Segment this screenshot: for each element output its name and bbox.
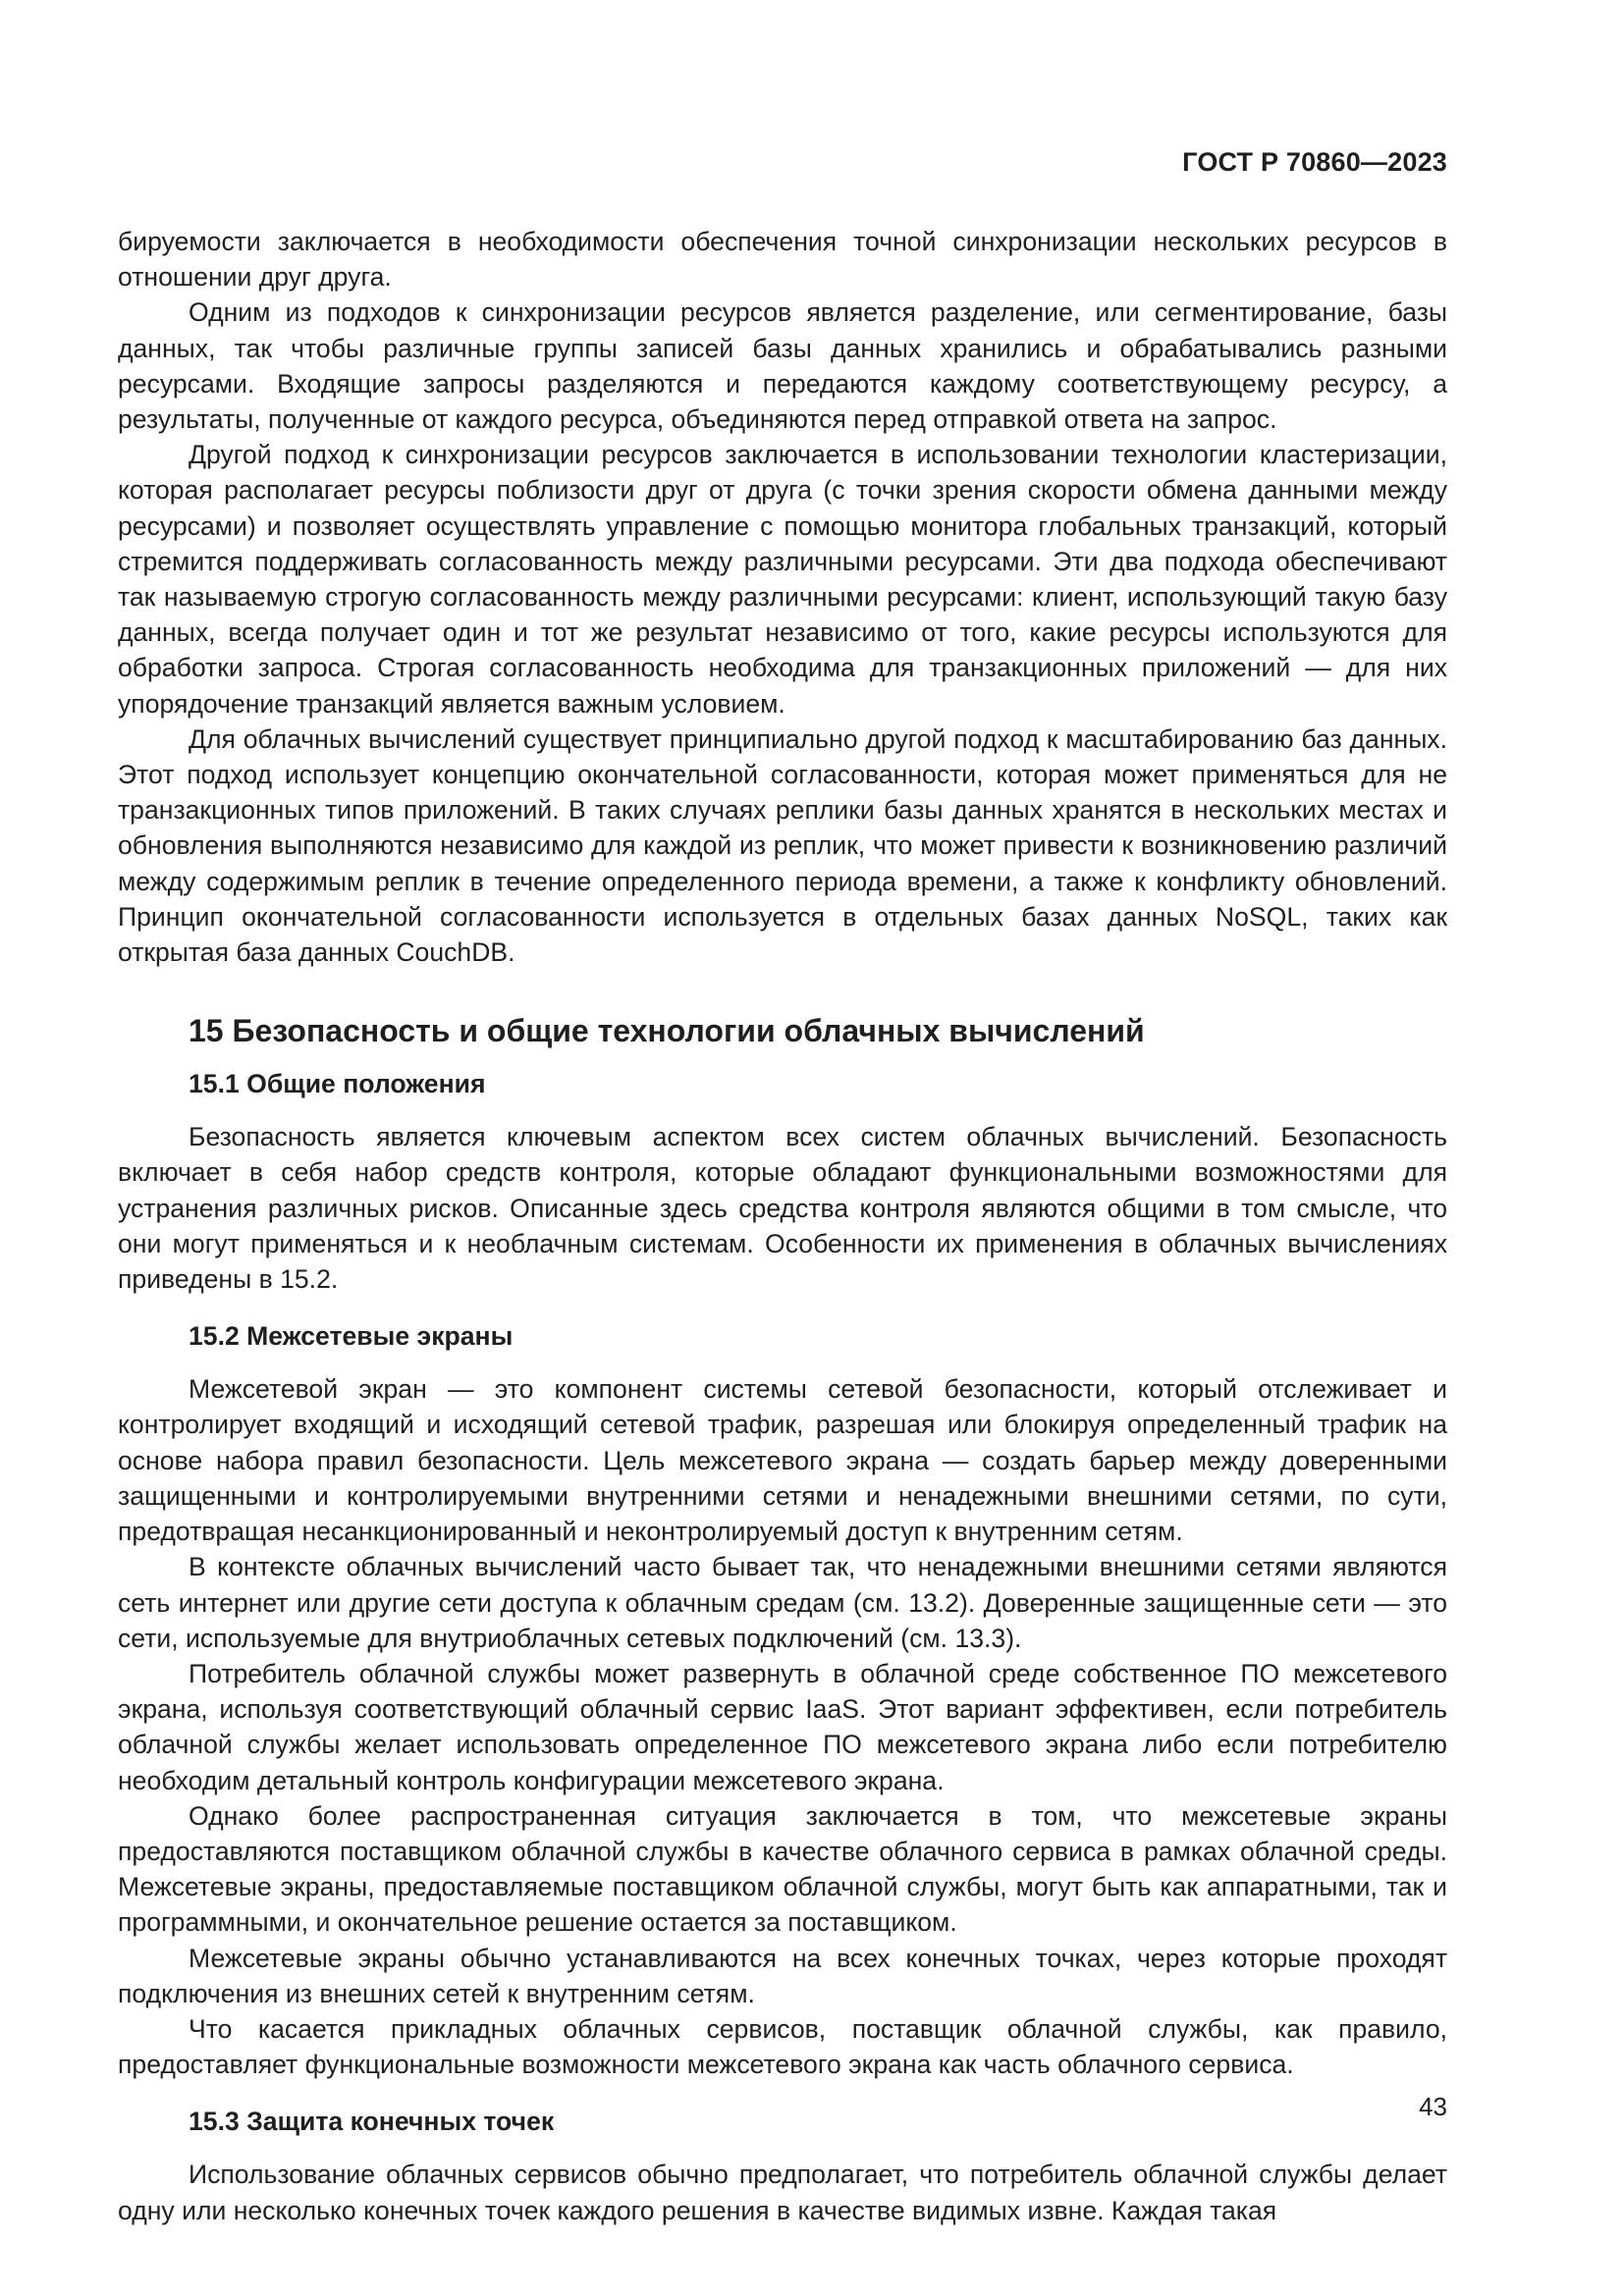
paragraph: Использование облачных сервисов обычно предполагает, что потребитель облачной службы делает одну или несколько конечных точек каждого решения в качестве видимых извне. Каждая такая [118,2160,1447,2225]
paragraph: Другой подход к синхронизации ресурсов заключается в использовании технологии кластеризации, которая располагает ресурсы поблизости друг от друга (с точки зрения скорости обмена данными между ресурсами) и позволяет осуществлять управление с помощью монитора глобальных транзакций, который стремится поддерживать согласованность между различными ресурсами. Эти два подхода обеспечивают так называемую строгую согласованность между различными ресурсами: клиент, использующий такую базу данных, всегда получает один и тот же результат независимо от того, какие ресурсы используются для обработки запроса. Строгая согласованность необходима для транзакционных приложений — для них упорядочение транзакций является важным условием. [118,440,1447,719]
paragraph: В контексте облачных вычислений часто бывает так, что ненадежными внешними сетями являются сеть интернет или другие сети доступа к облачным средам (см. 13.2). Доверенные защищенные сети — это сети, используемые для внутриоблачных сетевых подключений (см. 13.3). [118,1552,1447,1653]
paragraph: Межсетевой экран — это компонент системы сетевой безопасности, который отслеживает и контролирует входящий и исходящий сетевой трафик, разрешая или блокируя определенный трафик на основе набора правил безопасности. Цель межсетевого экрана — создать барьер между доверенными защищенными и контролируемыми внутренними сетями и ненадежными внешними сетями, по сути, предотвращая несанкционированный и неконтролируемый доступ к внутренним сетям. [118,1374,1447,1547]
paragraph: Однако более распространенная ситуация заключается в том, что межсетевые экраны предоставляются поставщиком облачной службы в качестве облачного сервиса в рамках облачной среды. Межсетевые экраны, предоставляемые поставщиком облачной службы, могут быть как аппаратными, так и программными, и окончательное решение остается за поставщиком. [118,1800,1447,1938]
paragraph: Потребитель облачной службы может развернуть в облачной среде собственное ПО межсетевого экрана, используя соответствующий облачный сервис IaaS. Этот вариант эффективен, если потребитель облачной службы желает использовать определенное ПО межсетевого экрана либо если потребителю необходим детальный контроль конфигурации межсетевого экрана. [118,1658,1447,1795]
subsection-heading-15-3: 15.3 Защита конечных точек [189,2107,555,2137]
document-header-id: ГОСТ Р 70860—2023 [1182,147,1447,177]
paragraph: Для облачных вычислений существует принципиально другой подход к масштабированию баз данных. Этот подход использует концепцию окончательной согласованности, которая может применяться для не транзакционных типов приложений. В таких случаях реплики базы данных хранятся в нескольких местах и обновления выполняются независимо для каждой из реплик, что может привести к возникновению различий между содержимым реплик в течение определенного периода времени, а также к конфликту обновлений. Принцип окончательной согласованности используется в отдельных базах данных NoSQL, таких как открытая база данных CouchDB. [118,723,1447,968]
paragraph: Межсетевые экраны обычно устанавливаются на всех конечных точках, через которые проходят подключения из внешних сетей к внутренним сетям. [118,1943,1447,2008]
paragraph: Одним из подходов к синхронизации ресурсов является разделение, или сегментирование, базы данных, так чтобы различные группы записей базы данных хранились и обрабатывались разными ресурсами. Входящие запросы разделяются и передаются каждому соответствующему ресурсу, а результаты, полученные от каждого ресурса, объединяются перед отправкой ответа на запрос. [118,297,1447,435]
section-heading-15: 15 Безопасность и общие технологии облачных вычислений [189,1013,1145,1049]
page-number: 43 [1419,2092,1447,2121]
paragraph: бируемости заключается в необходимости обеспечения точной синхронизации нескольких ресурсов в отношении друг друга. [118,227,1447,293]
subsection-heading-15-1: 15.1 Общие положения [189,1069,486,1099]
paragraph: Безопасность является ключевым аспектом всех систем облачных вычислений. Безопасность включает в себя набор средств контроля, которые обладают функциональными возможностями для устранения различных рисков. Описанные здесь средства контроля являются общими в том смысле, что они могут применяться и к необлачным системам. Особенности их применения в облачных вычислениях приведены в 15.2. [118,1122,1447,1295]
paragraph: Что касается прикладных облачных сервисов, поставщик облачной службы, как правило, предоставляет функциональные возможности межсетевого экрана как часть облачного сервиса. [118,2013,1447,2080]
document-body [118,224,1447,2228]
subsection-heading-15-2: 15.2 Межсетевые экраны [189,1321,514,1352]
